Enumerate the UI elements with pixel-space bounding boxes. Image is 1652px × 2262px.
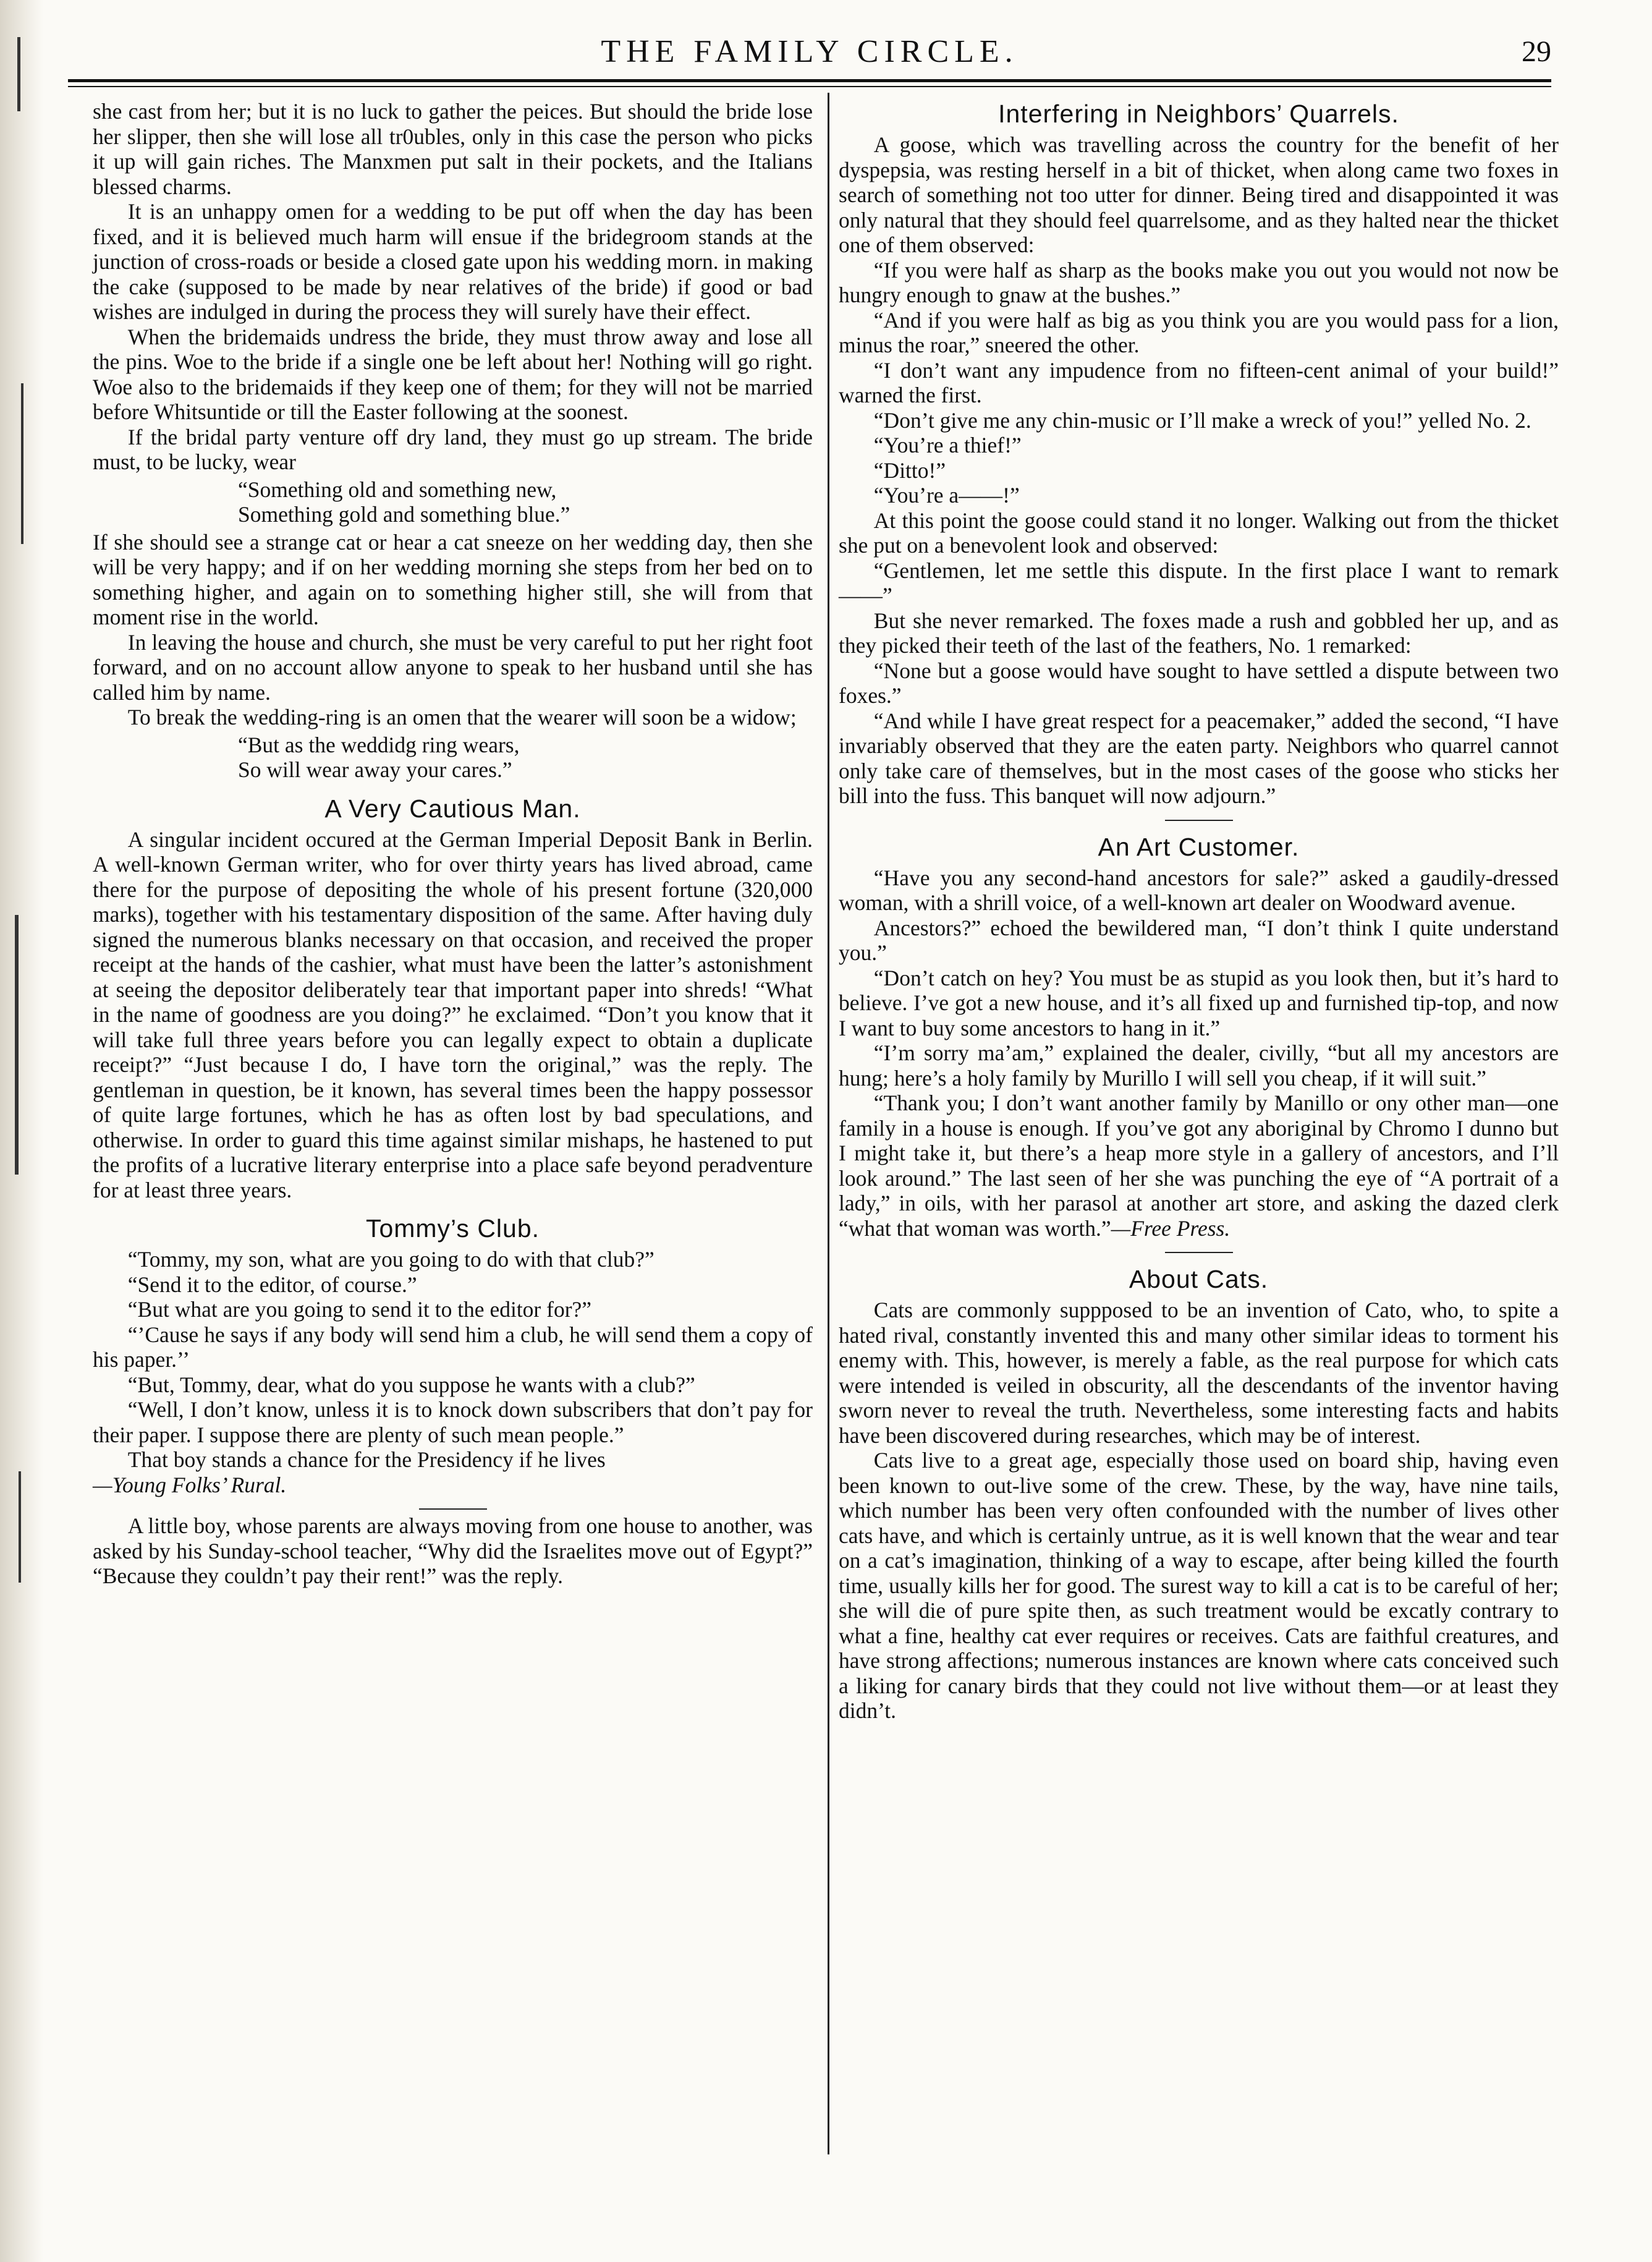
paragraph: But she never remarked. The foxes made a rush and gobbled her up, and as they picked their teeth of the last of the feathers, No. 1 remarked: — [839, 608, 1559, 658]
paragraph: Cats are commonly suppposed to be an invention of Cato, who, to spite a hated rival, constantly invented this and many other similar ideas to torment his enemy with. This, however, is merely a fable, as the real purpose for which cats were intended is veiled in obscurity, all the descendants of the inventor having sworn never to reveal the truth. Nevertheless, some interesting facts and habits have been discovered during researches, which may be of interest. — [839, 1298, 1559, 1448]
scan-mark — [15, 915, 19, 1175]
article-title: Interfering in Neighbors’ Quarrels. — [998, 100, 1399, 128]
paragraph: “Don’t give me any chin-music or I’ll make a wreck of you!” yelled No. 2. — [873, 407, 1531, 433]
section-divider — [419, 1508, 487, 1510]
paragraph: “Well, I don’t know, unless it is to knock down subscribers that don’t pay for their paper. I suppose there are plenty of such mean people.” — [93, 1397, 813, 1447]
verse-line: “But as the weddidg ring wears, — [238, 732, 520, 757]
paragraph — [93, 1447, 813, 1497]
source-credit: —Young Folks’ Rural. — [93, 1472, 287, 1497]
article-title: An Art Customer. — [1098, 832, 1300, 861]
paragraph: “If you were half as sharp as the books make you out you would not now be hungry enough to gnaw at the bushes.” — [839, 257, 1559, 307]
paragraph: A little boy, whose parents are always moving from one house to another, was asked by his Sunday-school teacher, “Why did the Israelites move out of Egypt?” “Because they couldn’t pay their rent!” was the reply. — [93, 1513, 813, 1588]
section-divider — [1165, 820, 1233, 821]
paragraph: “Gentlemen, let me settle this dispute. In the first place I want to remark——” — [839, 558, 1559, 608]
verse-line: Something gold and something blue.” — [238, 502, 570, 527]
paragraph: “Don’t catch on hey? You must be as stupid as you look then, but it’s hard to believe. I’ve got a new house, and it’s all fixed up and furnished tip-top, and now I want to buy some ancestors to hang in it.” — [839, 965, 1559, 1040]
verse — [238, 477, 813, 527]
paragraph — [839, 1091, 1559, 1241]
scanned-binding-margin — [0, 0, 43, 2262]
paragraph: “Send it to the editor, of course.” — [127, 1272, 417, 1297]
paragraph: “But what are you going to send it to the editor for?” — [127, 1297, 592, 1322]
source-credit: —Free Press. — [1111, 1215, 1231, 1241]
paragraph: “I’m sorry ma’am,” explained the dealer, civilly, “but all my ancestors are hung; here’s a holy family by Murillo I will sell you cheap, if it will suit.” — [839, 1040, 1559, 1091]
verse — [238, 733, 813, 783]
paragraph: “You’re a thief!” — [873, 433, 1022, 457]
paragraph: “I don’t want any impudence from no fifteen-cent animal of your build!” warned the first. — [839, 357, 1559, 407]
paragraph: “’Cause he says if any body will send him a club, he will send them a copy of his paper.’’ — [93, 1322, 813, 1372]
paragraph: To break the wedding-ring is an omen that the wearer will soon be a widow; — [127, 705, 797, 729]
section-divider — [1165, 1252, 1233, 1253]
paragraph: “Have you any second-hand ancestors for sale?” asked a gaudily-dressed woman, with a shrill voice, of a well-known art dealer on Woodward avenue. — [839, 865, 1559, 915]
running-title: THE FAMILY CIRCLE. — [601, 34, 1019, 69]
paragraph: If the bridal party venture off dry land, they must go up stream. The bride must, to be lucky, wear — [93, 424, 813, 474]
paragraph: “And while I have great respect for a peacemaker,” added the second, “I have invariably observed that they are the eaten party. Neighbors who quarrel cannot only take care of themselves, but in the most cases of the goose who sticks her bill into the fuss. This banquet will now adjourn.” — [839, 708, 1559, 808]
paragraph: When the bridemaids undress the bride, they must throw away and lose all the pins. Woe to the bride if a single one be left about her! Nothing will go right. Woe also to the bridemaids if they keep one of them; for they will not be married before Whitsuntide or till the Easter following at the soonest. — [93, 324, 813, 424]
verse-line: So will wear away your cares.” — [238, 757, 512, 782]
paragraph: “Tommy, my son, what are you going to do with that club?” — [127, 1247, 654, 1272]
paragraph: A goose, which was travelling across the country for the benefit of her dyspepsia, was resting herself in a bit of thicket, when along came two foxes in search of something not too utter for dinner. Being tired and disappointed it was only natural that they should feel quarrelsome, and as they halted near the thicket one of them observed: — [839, 132, 1559, 257]
article-title: Tommy’s Club. — [365, 1214, 540, 1243]
paragraph: Ancestors?” echoed the bewildered man, “I don’t think I quite understand you.” — [839, 915, 1559, 965]
paragraph: It is an unhappy omen for a wedding to be put off when the day has been fixed, and it is believed much harm will ensue if the bridegroom stands at the junction of cross-roads or beside a closed gate upon his wedding morn. in making the cake (supposed to be made by near relatives of the bride) if good or bad wishes are indulged in during the process they will surely have their effect. — [93, 199, 813, 324]
header-rule — [68, 79, 1551, 87]
paragraph: “None but a goose would have sought to have settled a dispute between two foxes.” — [839, 658, 1559, 708]
column-rule — [828, 93, 829, 2154]
paragraph: At this point the goose could stand it no longer. Walking out from the thicket she put on a benevolent look and observed: — [839, 508, 1559, 558]
paragraph: “And if you were half as big as you think you are you would pass for a lion, minus the roar,” sneered the other. — [839, 307, 1559, 357]
scan-mark — [17, 37, 20, 111]
paragraph: A singular incident occured at the German Imperial Deposit Bank in Berlin. A well-known German writer, who for over thirty years has lived abroad, came there for the purpose of depositing the whole of his present fortune (320,000 marks), together with his testamentary disposition of the same. After having duly signed the numerous blanks necessary on that occasion, and received the proper receipt at the hands of the cashier, what must have been the latter’s astonishment at seeing the depositor deliberately tear that important paper into shreds! “What in the name of goodness are you doing?” he exclaimed. “Don’t you know that it will take full three years before you can legally expect to obtain a duplicate receipt?” “Just because I do, I have torn the original,” was the reply. The gentleman in question, be it known, has several times been the happy possessor of quite large fortunes, which he has as often lost by bad speculations, and otherwise. In order to guard this time against similar mishaps, he hastened to put the profits of a lucrative literary enterprise into a place safe beyond peradventure for at least three years. — [93, 827, 813, 1202]
paragraph: “You’re a——!” — [873, 483, 1020, 508]
paragraph: “But, Tommy, dear, what do you suppose he wants with a club?” — [127, 1372, 695, 1397]
verse-line: “Something old and something new, — [238, 477, 557, 502]
article-title: About Cats. — [1129, 1265, 1269, 1293]
scan-mark — [21, 383, 23, 544]
paragraph-text: “Thank you; I don’t want another family by Manillo or ony other man—one family in a house is enough. If you’ve got any aboriginal by Chromo I dunno but I might take it, but there’s a heap more style in a gallery of ancestors, and I’ll look around.” The last seen of her she was punching the eye of “A portrait of a lady,” in oils, with her parasol at another art store, and asking the dazed clerk “what that woman was worth.” — [839, 1091, 1559, 1241]
scan-mark — [19, 1471, 21, 1583]
left-column — [93, 99, 813, 1589]
article-title: A Very Cautious Man. — [324, 794, 581, 823]
page-header — [68, 33, 1551, 77]
right-column — [839, 99, 1559, 1724]
paragraph: she cast from her; but it is no luck to gather the peices. But should the bride lose her slipper, then she will lose all tr0ubles, only in this case the person who picks it up will gain riches. The Manxmen put salt in their pockets, and the Italians blessed charms. — [93, 99, 813, 199]
paragraph: Cats live to a great age, especially those used on board ship, having even been known to out-live some of the crew. These, by the way, have nine tails, which number has been very often confounded with the number of lives other cats have, and which is certainly untrue, as it is well known that the wear and tear on a cat’s imagination, thinking of a way to escape, after being killed the fourth time, usually kills her for good. The surest way to kill a cat is to be careful of her; she will die of pure spite then, as such treatment would be excatly contrary to what a fine, healthy cat ever requires or receives. Cats are faithful creatures, and have strong affections; numerous instances are known where cats conceived such a liking for canary birds that they could not live without them—or at least they didn’t. — [839, 1448, 1559, 1723]
paragraph: In leaving the house and church, she must be very careful to put her right foot forward, and on no account allow anyone to speak to her husband until she has called him by name. — [93, 629, 813, 705]
paragraph: “Ditto!” — [873, 457, 946, 483]
page-number: 29 — [1522, 35, 1551, 68]
paragraph-text: That boy stands a chance for the Presidency if he lives — [127, 1447, 606, 1472]
paragraph: If she should see a strange cat or hear a cat sneeze on her wedding day, then she will be very happy; and if on her wedding morning she steps from her bed on to something higher, and again on to something higher still, she will from that moment rise in the world. — [93, 529, 813, 629]
